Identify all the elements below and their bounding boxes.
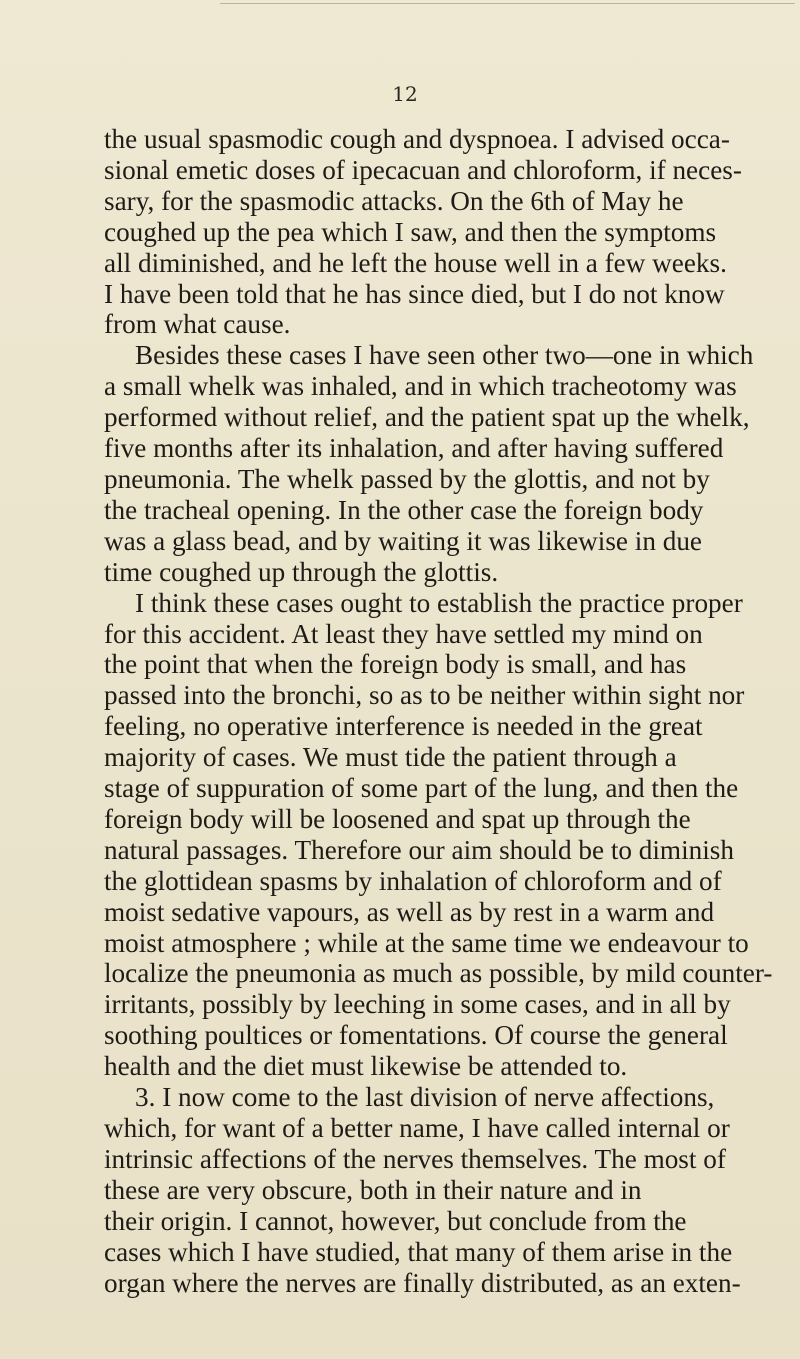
- text-line: pneumonia. The whelk passed by the glottis, and not by: [104, 463, 710, 494]
- text-line: majority of cases. We must tide the patient through a: [104, 742, 677, 773]
- text-line: natural passages. Therefore our aim should be to diminish: [104, 834, 734, 865]
- text-line: the glottidean spasms by inhalation of chloroform and of: [104, 865, 722, 896]
- text-line: these are very obscure, both in their nature and in: [104, 1174, 642, 1205]
- text-line: moist sedative vapours, as well as by rest in a warm and: [104, 896, 715, 927]
- text-line: coughed up the pea which I saw, and then the symptoms: [104, 216, 717, 247]
- text-line: irritants, possibly by leeching in some cases, and in all by: [104, 989, 731, 1020]
- text-line: the tracheal opening. In the other case the foreign body: [104, 494, 704, 525]
- text-line: organ where the nerves are finally distributed, as an exten-: [104, 1267, 741, 1298]
- text-line: soothing poultices or fomentations. Of course the general: [104, 1020, 728, 1051]
- page-top-edge: [220, 3, 795, 4]
- text-line: performed without relief, and the patient spat up the whelk,: [104, 402, 750, 433]
- text-line: I have been told that he has since died, but I do not know: [104, 278, 725, 309]
- text-line: five months after its inhalation, and after having suffered: [104, 433, 724, 464]
- text-line: all diminished, and he left the house well in a few weeks.: [104, 247, 727, 278]
- paragraph-first-line: I think these cases ought to establish the practice proper: [135, 587, 743, 618]
- text-line: passed into the bronchi, so as to be neither within sight nor: [104, 680, 745, 711]
- text-line: intrinsic affections of the nerves themselves. The most of: [104, 1143, 726, 1174]
- text-line: feeling, no operative interference is needed in the great: [104, 711, 703, 742]
- text-line: was a glass bead, and by waiting it was likewise in due: [104, 525, 702, 556]
- text-line: sional emetic doses of ipecacuan and chloroform, if neces-: [104, 154, 742, 185]
- text-line: sary, for the spasmodic attacks. On the 6th of May he: [104, 185, 684, 216]
- body-text: [104, 124, 792, 1298]
- text-line: foreign body will be loosened and spat up through the: [104, 803, 691, 834]
- paragraph-first-line: 3. I now come to the last division of nerve affections,: [135, 1082, 715, 1113]
- text-line: for this accident. At least they have settled my mind on: [104, 618, 703, 649]
- text-line: moist atmosphere ; while at the same time we endeavour to: [104, 927, 749, 958]
- text-line: from what cause.: [104, 309, 291, 340]
- text-line: stage of suppuration of some part of the lung, and then the: [104, 773, 739, 804]
- page-number: 12: [392, 82, 418, 106]
- text-line: localize the pneumonia as much as possible, by mild counter-: [104, 958, 773, 989]
- text-line: which, for want of a better name, I have called internal or: [104, 1113, 730, 1143]
- text-line: the point that when the foreign body is small, and has: [104, 649, 687, 680]
- text-line: time coughed up through the glottis.: [104, 556, 499, 587]
- text-line: health and the diet must likewise be attended to.: [104, 1051, 628, 1082]
- paragraph-first-line: Besides these cases I have seen other two—one in which: [135, 340, 754, 371]
- text-line: a small whelk was inhaled, and in which tracheotomy was: [104, 371, 737, 402]
- text-line: the usual spasmodic cough and dyspnoea. I advised occa-: [104, 124, 730, 154]
- text-line: cases which I have studied, that many of them arise in the: [104, 1236, 733, 1267]
- text-line: their origin. I cannot, however, but conclude from the: [104, 1205, 687, 1236]
